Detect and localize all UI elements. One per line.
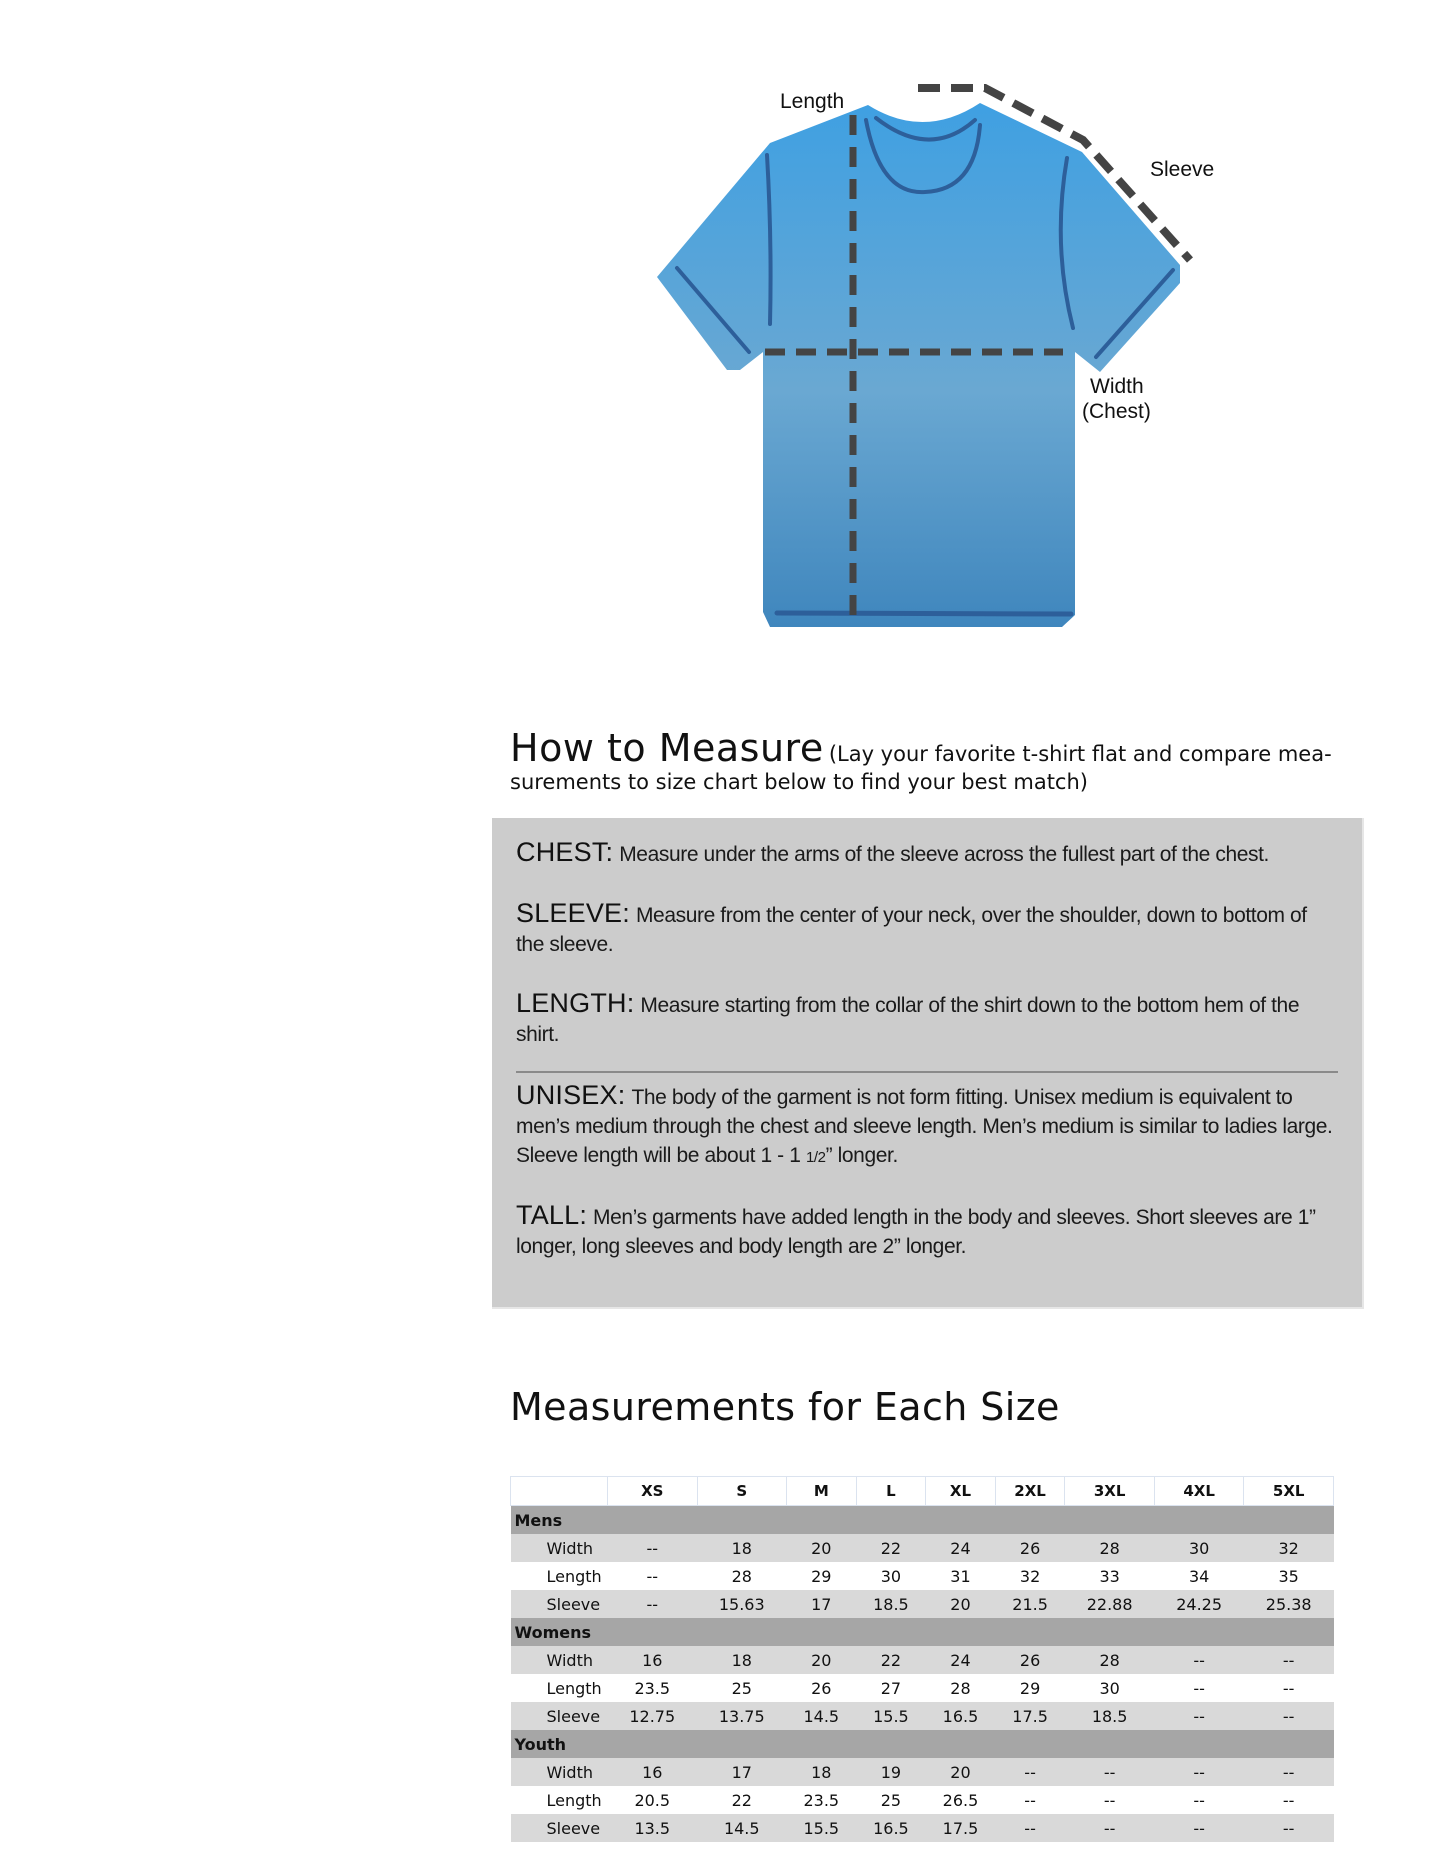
measurement-cell: 17 <box>697 1758 787 1786</box>
measurement-cell: -- <box>1065 1758 1155 1786</box>
metric-label: Length <box>511 1674 608 1702</box>
measurement-cell: 20 <box>787 1534 857 1562</box>
measurement-cell: 27 <box>856 1674 926 1702</box>
measurement-cell: 24.25 <box>1154 1590 1244 1618</box>
measurement-cell: 20 <box>926 1758 996 1786</box>
size-header-row <box>511 1477 1334 1506</box>
measurement-cell: 28 <box>1065 1534 1155 1562</box>
measurement-cell: 18 <box>697 1534 787 1562</box>
measurement-cell: -- <box>1244 1758 1334 1786</box>
measurement-cell: 30 <box>1154 1534 1244 1562</box>
measurement-cell: 18 <box>787 1758 857 1786</box>
measurement-cell: 13.5 <box>608 1814 698 1842</box>
instruction-length <box>516 989 1338 1049</box>
measurement-cell: -- <box>1154 1758 1244 1786</box>
table-row <box>511 1562 1334 1590</box>
size-header-cell: 5XL <box>1244 1477 1334 1506</box>
header-corner-cell <box>511 1477 608 1506</box>
measurement-cell: 15.63 <box>697 1590 787 1618</box>
table-row <box>511 1702 1334 1730</box>
instruction-text: Measure under the arms of the sleeve across the fullest part of the chest. <box>619 843 1269 866</box>
fraction-text: 1/2 <box>805 1149 826 1166</box>
measurement-cell: 32 <box>995 1562 1065 1590</box>
size-group-label: Youth <box>511 1730 1334 1758</box>
measurement-cell: 28 <box>1065 1646 1155 1674</box>
measurement-cell: 22 <box>856 1534 926 1562</box>
measurement-cell: 29 <box>995 1674 1065 1702</box>
measurement-cell: 16.5 <box>856 1814 926 1842</box>
measurement-cell: 18.5 <box>856 1590 926 1618</box>
subtitle-part-2: surements to size chart below to find your best match) <box>510 770 1088 794</box>
size-group-row <box>511 1730 1334 1758</box>
size-group-row <box>511 1618 1334 1646</box>
measurement-cell: -- <box>1154 1786 1244 1814</box>
measurement-cell: 28 <box>697 1562 787 1590</box>
measurement-cell: -- <box>1244 1786 1334 1814</box>
measurement-cell: 26 <box>995 1534 1065 1562</box>
measurement-cell: 21.5 <box>995 1590 1065 1618</box>
measurement-cell: 30 <box>856 1562 926 1590</box>
measurement-cell: 18 <box>697 1646 787 1674</box>
measurement-cell: 16.5 <box>926 1702 996 1730</box>
measurement-cell: 20 <box>787 1646 857 1674</box>
measurement-cell: 17.5 <box>995 1702 1065 1730</box>
measurement-cell: 30 <box>1065 1674 1155 1702</box>
size-header-cell: XL <box>926 1477 996 1506</box>
instruction-text: Men’s garments have added length in the body and sleeves. Short sleeves are 1” longer, long sleeves and body length are 2” longer. <box>516 1206 1316 1258</box>
size-chart-title: Measurements for Each Size <box>510 1385 1060 1429</box>
measurement-cell: 25 <box>697 1674 787 1702</box>
instruction-term: UNISEX: <box>516 1080 626 1110</box>
measurement-cell: 32 <box>1244 1534 1334 1562</box>
metric-label: Width <box>511 1534 608 1562</box>
measurement-cell: 33 <box>1065 1562 1155 1590</box>
table-row <box>511 1786 1334 1814</box>
instruction-sleeve <box>516 899 1338 959</box>
instruction-chest <box>516 838 1338 869</box>
measurement-cell: 17 <box>787 1590 857 1618</box>
measurement-cell: -- <box>1065 1814 1155 1842</box>
instruction-text: Measure starting from the collar of the shirt down to the bottom hem of the shirt. <box>516 994 1300 1046</box>
measurement-cell: 16 <box>608 1758 698 1786</box>
measurement-cell: -- <box>1244 1814 1334 1842</box>
how-to-measure-title: How to Measure <box>510 726 824 770</box>
instruction-term: TALL: <box>516 1200 588 1230</box>
metric-label: Sleeve <box>511 1814 608 1842</box>
size-header-cell: 4XL <box>1154 1477 1244 1506</box>
size-header-cell: XS <box>608 1477 698 1506</box>
metric-label: Width <box>511 1646 608 1674</box>
table-row <box>511 1534 1334 1562</box>
measurement-cell: -- <box>1244 1702 1334 1730</box>
measurement-cell: -- <box>1244 1674 1334 1702</box>
measurement-cell: -- <box>995 1786 1065 1814</box>
measurement-cell: 35 <box>1244 1562 1334 1590</box>
measurement-cell: 20.5 <box>608 1786 698 1814</box>
size-chart-table <box>510 1476 1334 1842</box>
measurement-cell: 19 <box>856 1758 926 1786</box>
size-group-row <box>511 1506 1334 1535</box>
size-header-cell: 3XL <box>1065 1477 1155 1506</box>
measurement-cell: 26.5 <box>926 1786 996 1814</box>
size-header-cell: S <box>697 1477 787 1506</box>
table-row <box>511 1814 1334 1842</box>
how-to-measure-heading <box>510 726 1340 797</box>
chest-label: (Chest) <box>1082 400 1151 423</box>
instruction-term: SLEEVE: <box>516 898 630 928</box>
bottom-hem <box>777 613 1071 614</box>
table-row <box>511 1590 1334 1618</box>
subtitle-part-1: (Lay your favorite t-shirt flat and compare mea- <box>828 742 1332 766</box>
instruction-unisex <box>516 1081 1338 1172</box>
metric-label: Length <box>511 1562 608 1590</box>
metric-label: Sleeve <box>511 1702 608 1730</box>
instruction-tall <box>516 1201 1338 1261</box>
measurement-cell: -- <box>1154 1702 1244 1730</box>
metric-label: Length <box>511 1786 608 1814</box>
measurement-instructions-panel <box>492 818 1364 1309</box>
measurement-cell: -- <box>1154 1646 1244 1674</box>
measurement-cell: 15.5 <box>856 1702 926 1730</box>
measurement-cell: 24 <box>926 1646 996 1674</box>
instructions-divider <box>516 1071 1338 1073</box>
measurement-cell: 15.5 <box>787 1814 857 1842</box>
measurement-cell: 24 <box>926 1534 996 1562</box>
instruction-term: CHEST: <box>516 837 614 867</box>
instruction-text: Measure from the center of your neck, over the shoulder, down to bottom of the sleeve. <box>516 904 1307 956</box>
measurement-cell: 14.5 <box>697 1814 787 1842</box>
measurement-cell: -- <box>1244 1646 1334 1674</box>
measurement-cell: 34 <box>1154 1562 1244 1590</box>
width-label: Width <box>1090 375 1144 398</box>
instruction-text: The body of the garment is not form fitting. Unisex medium is equivalent to men’s medium through the chest and sleeve length. Men’s medium is similar to ladies large. Sleeve length will be about 1 - 1 <box>516 1086 1333 1167</box>
measurement-cell: 13.75 <box>697 1702 787 1730</box>
size-header-cell: M <box>787 1477 857 1506</box>
measurement-cell: 12.75 <box>608 1702 698 1730</box>
measurement-cell: 16 <box>608 1646 698 1674</box>
instruction-term: LENGTH: <box>516 988 635 1018</box>
table-row <box>511 1758 1334 1786</box>
metric-label: Sleeve <box>511 1590 608 1618</box>
measurement-cell: -- <box>608 1562 698 1590</box>
measurement-cell: 22 <box>856 1646 926 1674</box>
length-label: Length <box>780 90 845 113</box>
measurement-cell: -- <box>1154 1674 1244 1702</box>
measurement-cell: 28 <box>926 1674 996 1702</box>
metric-label: Width <box>511 1758 608 1786</box>
measurement-cell: 22.88 <box>1065 1590 1155 1618</box>
measurement-cell: -- <box>1065 1786 1155 1814</box>
measurement-cell: 25.38 <box>1244 1590 1334 1618</box>
measurement-cell: 25 <box>856 1786 926 1814</box>
size-group-label: Womens <box>511 1618 1334 1646</box>
table-row <box>511 1646 1334 1674</box>
instruction-text-end: ” longer. <box>825 1144 898 1167</box>
measurement-cell: 17.5 <box>926 1814 996 1842</box>
sleeve-label: Sleeve <box>1150 158 1215 181</box>
measurement-cell: 26 <box>787 1674 857 1702</box>
measurement-cell: 23.5 <box>787 1786 857 1814</box>
measurement-cell: 22 <box>697 1786 787 1814</box>
tshirt-shape <box>657 103 1180 627</box>
measurement-cell: 20 <box>926 1590 996 1618</box>
measurement-cell: 26 <box>995 1646 1065 1674</box>
measurement-cell: 29 <box>787 1562 857 1590</box>
table-row <box>511 1674 1334 1702</box>
tshirt-measurement-diagram <box>0 0 1445 660</box>
measurement-cell: 31 <box>926 1562 996 1590</box>
size-header-cell: L <box>856 1477 926 1506</box>
measurement-cell: 18.5 <box>1065 1702 1155 1730</box>
measurement-cell: -- <box>1154 1814 1244 1842</box>
measurement-cell: -- <box>995 1758 1065 1786</box>
size-header-cell: 2XL <box>995 1477 1065 1506</box>
size-group-label: Mens <box>511 1506 1334 1535</box>
measurement-cell: 23.5 <box>608 1674 698 1702</box>
measurement-cell: 14.5 <box>787 1702 857 1730</box>
measurement-cell: -- <box>608 1534 698 1562</box>
measurement-cell: -- <box>995 1814 1065 1842</box>
measurement-cell: -- <box>608 1590 698 1618</box>
